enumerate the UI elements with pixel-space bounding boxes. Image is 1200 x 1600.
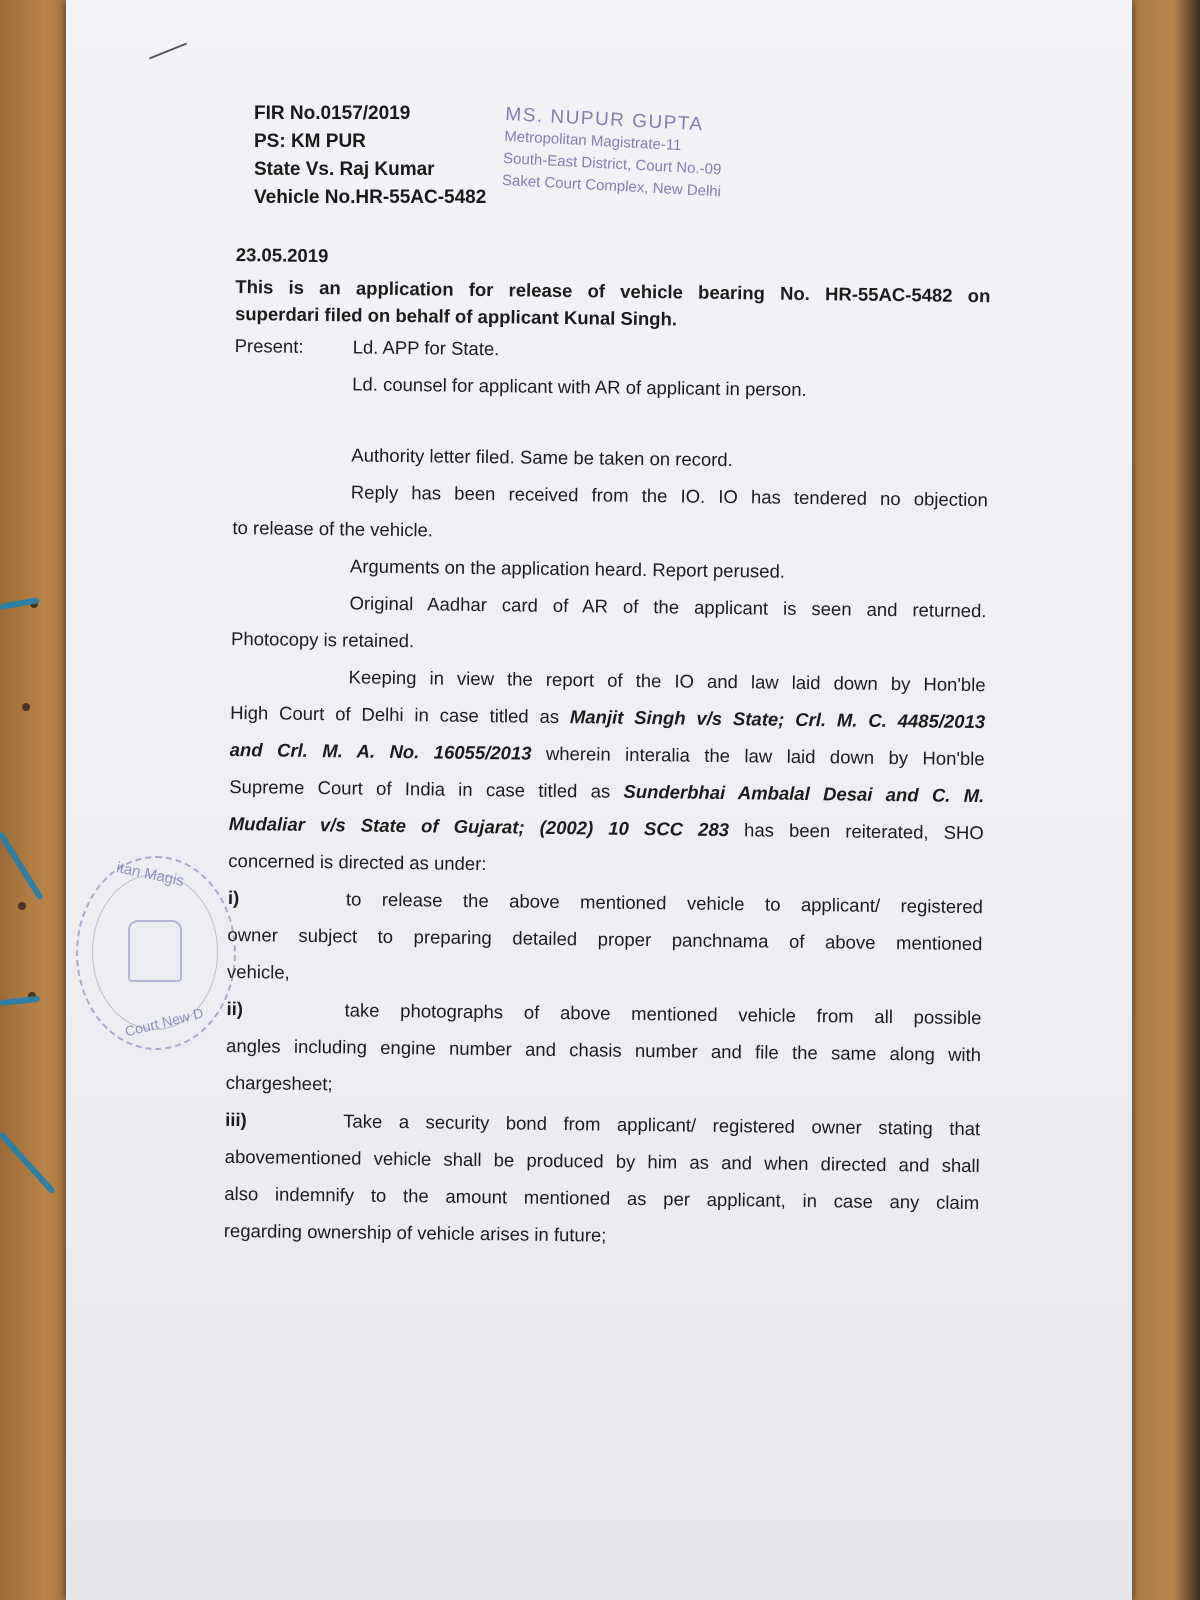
aadhar-line: Original Aadhar card of AR of the applicant is seen and returned. [349,592,987,622]
police-station: PS: KM PUR [254,131,366,152]
item-text: owner subject to preparing detailed proper panchnama of above mentioned [227,923,983,955]
seal-top-text: itan Magis [114,859,186,890]
item-text: Take a security bond from applicant/ registered owner stating that [343,1110,981,1140]
case-citation: and Crl. M. A. No. 16055/2013 [229,738,532,764]
case-citation: Sunderbhai Ambalal Desai and C. M. [623,780,985,807]
item-text: regarding ownership of vehicle arises in future; [223,1219,607,1246]
court-seal [76,856,236,1050]
keeping-text: Supreme Court of India in case titled as [229,775,624,802]
item-number: i) [227,886,240,909]
item-text: take photographs of above mentioned vehicle from all possible [344,999,982,1029]
present-counsel: Ld. counsel for applicant with AR of applicant in person. [352,373,807,400]
case-citation: Mudaliar v/s State of Gujarat; (2002) 10 SCC 283 [228,812,730,841]
keeping-line-6: concerned is directed as under: [228,849,487,875]
binding-hole [18,902,26,910]
keeping-text: wherein interalia the law laid down by Hon'ble [531,742,985,770]
emblem-icon [128,920,182,982]
fir-number: FIR No.0157/2019 [254,103,411,124]
case-title: State Vs. Raj Kumar [254,159,435,180]
item-number: ii) [226,997,244,1020]
item-text: vehicle, [226,960,290,983]
magistrate-address: Saket Court Complex, New Delhi [501,171,722,201]
document-page [66,0,1132,1600]
item-text: abovementioned vehicle shall be produced by him as and when directed and shall [224,1145,980,1177]
order-subject-continued: superdari filed on behalf of applicant Kunal Singh. [234,302,678,330]
aadhar-line-continued: Photocopy is retained. [230,627,415,652]
order-date: 23.05.2019 [235,243,329,267]
magistrate-name: MS. NUPUR GUPTA [504,104,705,136]
arguments-line: Arguments on the application heard. Report perused. [349,555,786,582]
item-text: also indemnify to the amount mentioned as per applicant, in case any claim [224,1182,980,1214]
magistrate-district: South-East District, Court No.-09 [502,149,722,179]
item-text: chargesheet; [225,1071,333,1095]
keeping-line-1: Keeping in view the report of the IO and law laid down by Hon'ble [348,666,986,696]
magistrate-designation: Metropolitan Magistrate-11 [503,127,682,155]
reply-line-continued: to release of the vehicle. [232,516,434,541]
vehicle-number: Vehicle No.HR-55AC-5482 [254,187,487,208]
present-app: Ld. APP for State. [352,336,500,360]
order-body [224,236,991,1258]
present-label: Present: [234,334,304,357]
case-citation: Manjit Singh v/s State; Crl. M. C. 4485/2013 [569,706,986,733]
magistrate-stamp [501,104,725,203]
seal-bottom-text: Court New D [123,1004,205,1040]
item-number: iii) [225,1108,247,1131]
item-text: to release the above mentioned vehicle to applicant/ registered [345,888,983,918]
binding-hole [22,703,30,711]
reply-line: Reply has been received from the IO. IO has tendered no objection [350,481,988,511]
pen-mark [149,43,187,60]
order-subject: This is an application for release of vehicle bearing No. HR-55AC-5482 on [235,275,991,307]
keeping-text: has been reiterated, SHO [728,819,984,844]
item-text: angles including engine number and chasis number and file the same along with [225,1034,982,1066]
case-header [254,100,486,212]
keeping-text: High Court of Delhi in case titled as [230,701,571,728]
authority-letter: Authority letter filed. Same be taken on record. [351,444,733,471]
